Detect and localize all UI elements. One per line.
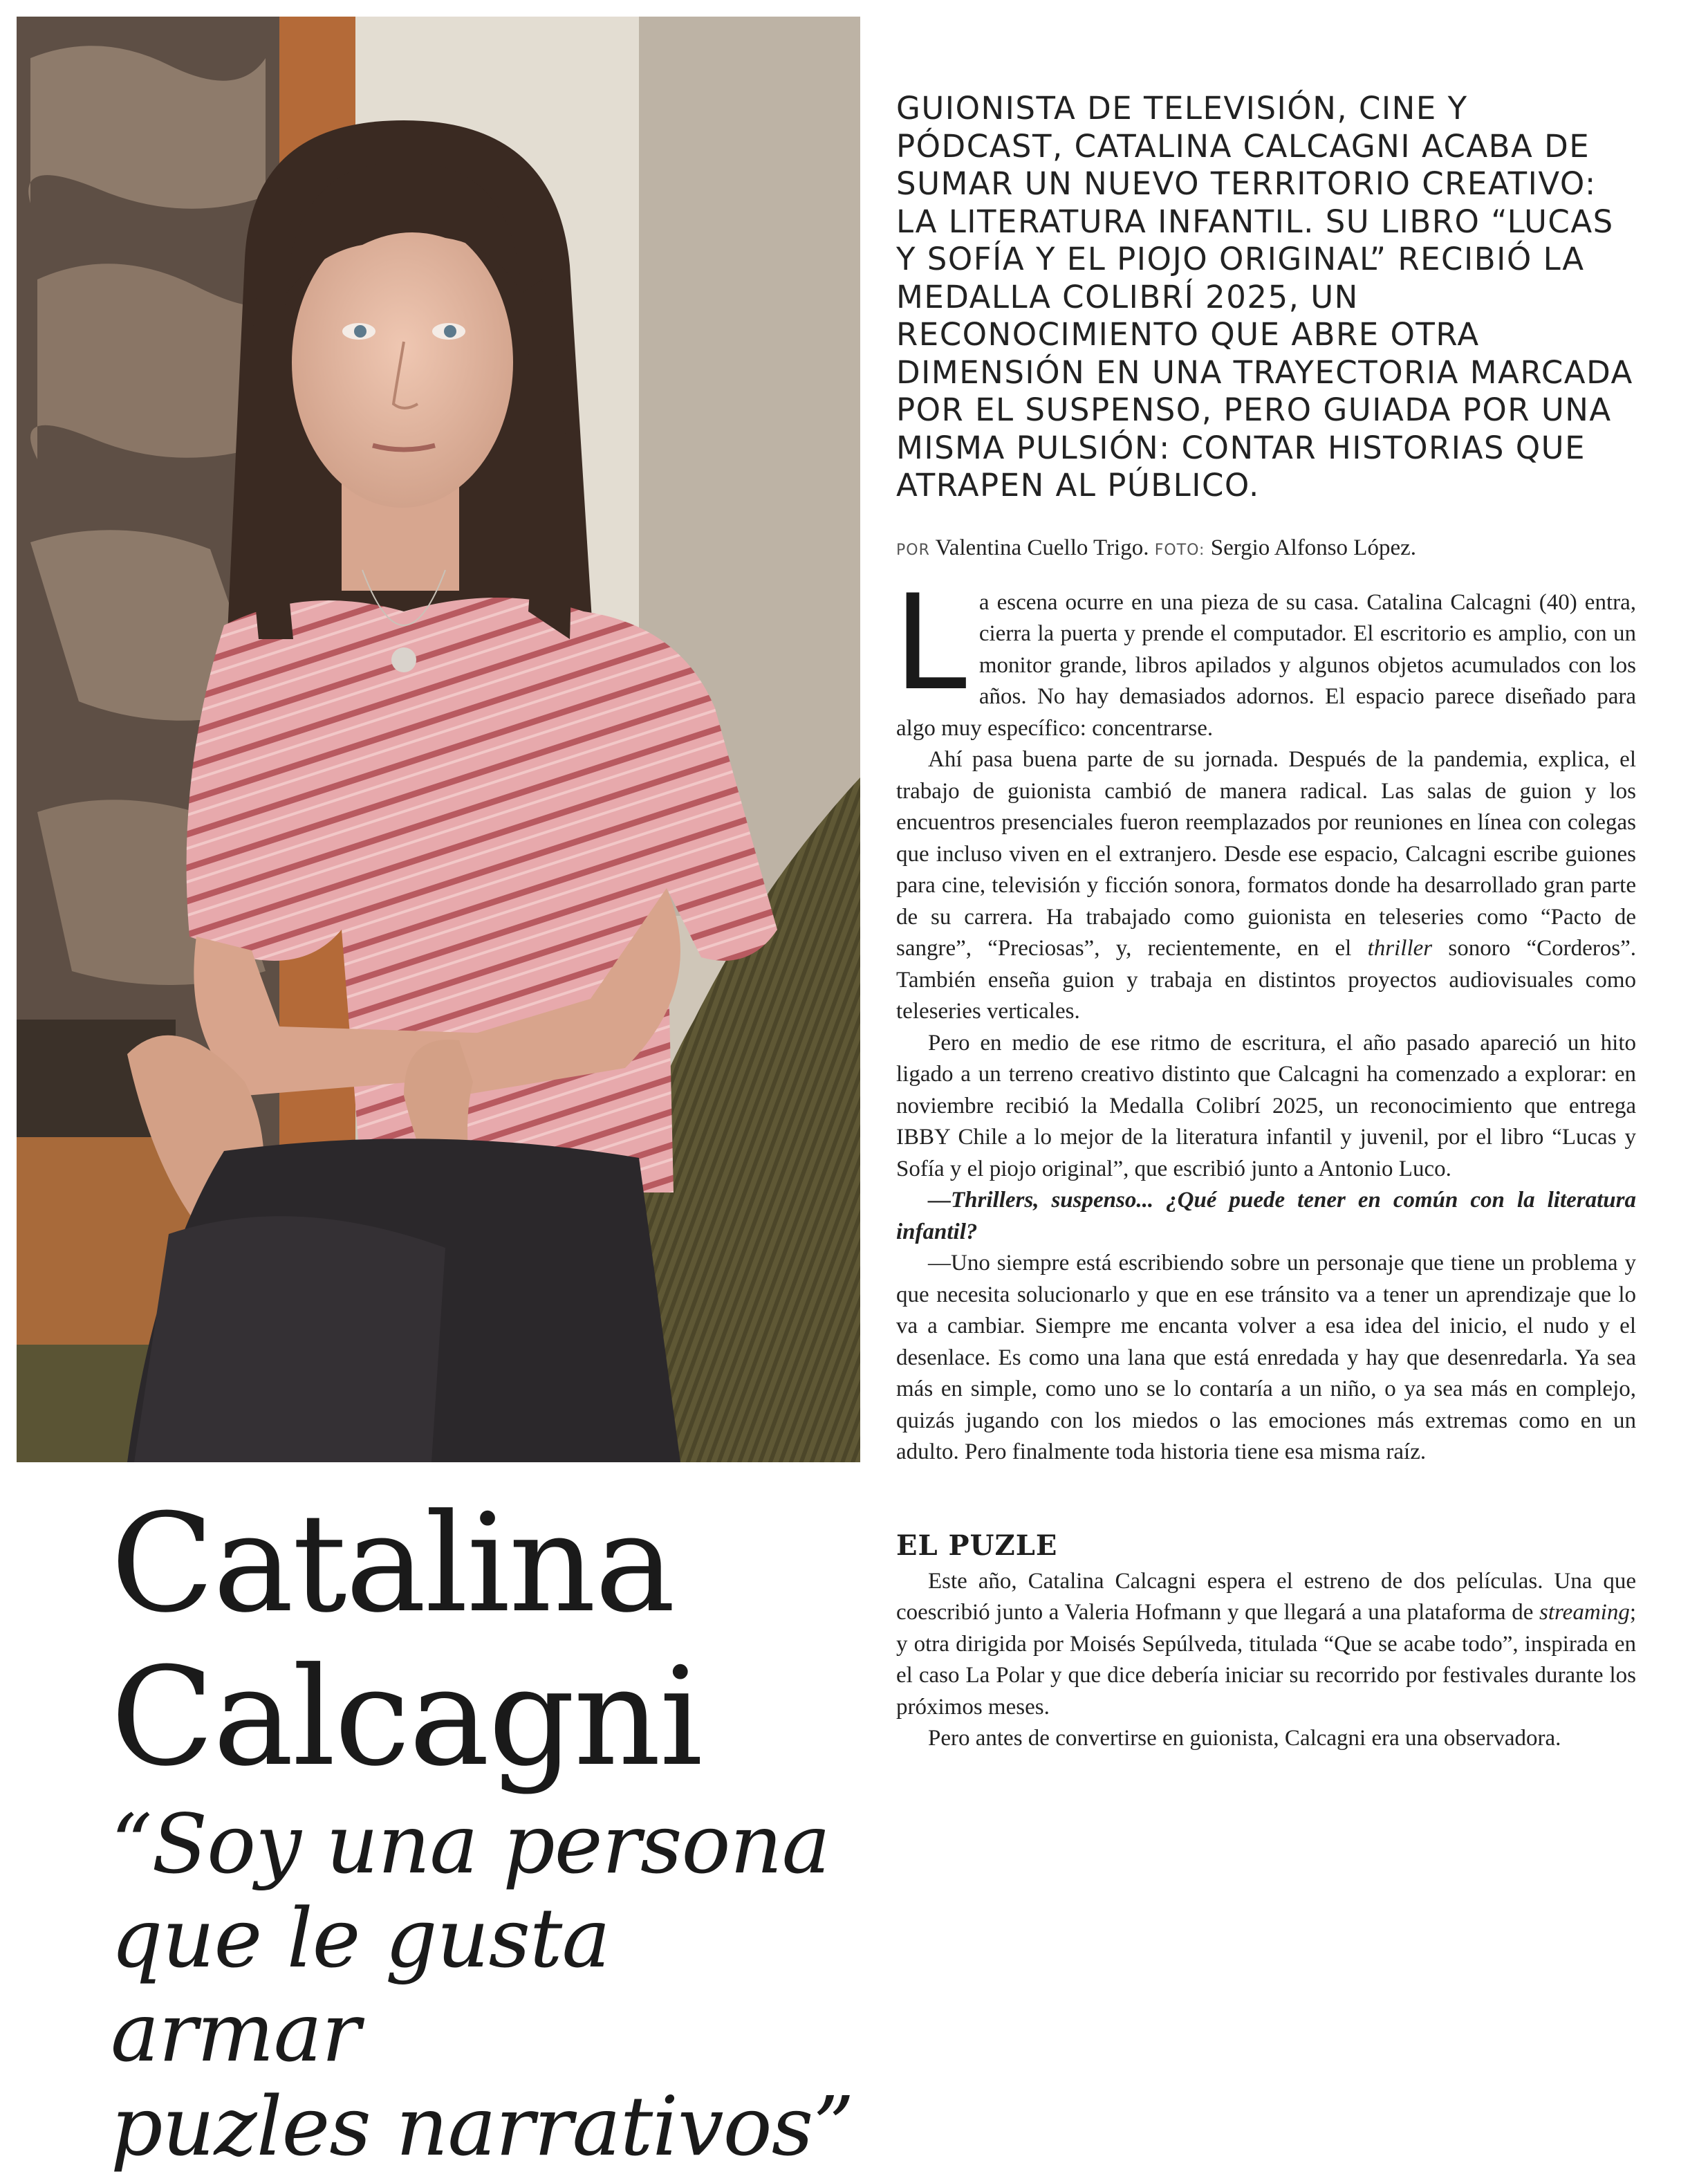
body-paragraph-3: Pero en medio de ese ritmo de escritura, el año pasado apareció un hito ligado a un terreno creativo distinto que Calcagni ha comenzado a explorar: en noviembre recibió la Medalla Colibrí 2025, un reconocimiento que entrega IBBY Chile a lo mejor de la literatura infantil y juvenil, por el libro “Lucas y Sofía y el piojo original”, que escribió junto a Antonio Luco. (896, 1030, 1636, 1181)
section-paragraph-2: Pero antes de convertirse en guionista, Calcagni era una observadora. (928, 1726, 1561, 1751)
byline-author: Valentina Cuello Trigo. (935, 535, 1149, 560)
section-body (896, 1566, 1636, 1755)
body-paragraph-1 (893, 566, 1636, 745)
section-paragraph-1 (896, 1566, 1636, 1724)
byline-por-label: POR (896, 541, 930, 559)
section-paragraph-1-end: ; y otra dirigida por Moisés Sepúlveda, titulada “Que se acabe todo”, inspirada en el caso La Polar y que dice debería iniciar su recorrido por festivales durante los próximos meses. (896, 1600, 1636, 1720)
drop-cap: L (893, 566, 967, 719)
body-paragraph-2 (896, 744, 1636, 1028)
headline-block (111, 1487, 857, 2173)
quote-line-3: puzles narrativos” (111, 2079, 854, 2174)
quote-line-2: que le gusta armar (111, 1890, 610, 2080)
byline-photographer: Sergio Alfonso López. (1210, 535, 1417, 560)
interview-question: —Thrillers, suspenso... ¿Qué puede tener en común con la literatura infantil? (896, 1188, 1636, 1244)
section-paragraph-1-italic: streaming (1539, 1600, 1630, 1625)
byline-foto-label: FOTO: (1154, 541, 1205, 559)
article-column (893, 90, 1637, 1755)
name-line-1: Catalina (111, 1485, 674, 1643)
quote-line-1: “Soy una persona (111, 1796, 830, 1892)
body-paragraph-1-text: a escena ocurre en una pieza de su casa. Catalina Calcagni (40) entra, cierra la puerta y prende el computador. El escritorio es amplio, con un monitor grande, libros apilados y algunos objetos acumulados con los años. No hay demasiados adornos. El espacio parece diseñado para algo muy específico: concentrarse. (896, 589, 1636, 741)
interview-answer: —Uno siempre está escribiendo sobre un personaje que tiene un problema y que necesita solucionarlo y que en ese tránsito va a tener un aprendizaje que lo va a cambiar. Siempre me encanta volver a esa idea del inicio, el nudo y el desenlace. Es como una lana que está enredada y hay que desenredarla. Ya sea más en simple, como uno se lo contaría a un niño, o ya sea más en complejo, quizás jugando con los miedos o las emociones más extremas como en un adulto. Pero finalmente toda historia tiene esa misma raíz. (896, 1251, 1636, 1464)
byline (896, 535, 1636, 561)
portrait-photo (17, 17, 860, 1462)
lead-paragraph: GUIONISTA DE TELEVISIÓN, CINE Y PÓDCAST, CATALINA CALCAGNI ACABA DE SUMAR UN NUEVO TERRITORIO CREATIVO: LA LITERATURA INFANTIL. SU LIBRO “LUCAS Y SOFÍA Y EL PIOJO ORIGINAL” RECIBIÓ LA MEDALLA COLIBRÍ 2025, UN RECONOCIMIENTO QUE ABRE OTRA DIMENSIÓN EN UNA TRAYECTORIA MARCADA POR EL SUSPENSO, PERO GUIADA POR UNA MISMA PULSIÓN: CONTAR HISTORIAS QUE ATRAPEN AL PÚBLICO. (896, 90, 1633, 504)
subject-name (111, 1487, 857, 1794)
body-paragraph-2-text: Ahí pasa buena parte de su jornada. Después de la pandemia, explica, el trabajo de guionista cambió de manera radical. Las salas de guion y los encuentros presenciales fueron reemplazados por reuniones en línea con colegas que incluso viven en el extranjero. Desde ese espacio, Calcagni escribe guiones para cine, televisión y ficción sonora, formatos donde ha desarrollado gran parte de su carrera. Ha trabajado como guionista en teleseries como “Pacto de sangre”, “Preciosas”, y, recientemente, en el (896, 747, 1636, 961)
article-body (893, 566, 1637, 1468)
body-paragraph-2-italic: thriller (1367, 936, 1433, 961)
pull-quote (111, 1797, 857, 2173)
section-paragraph-1-text: Este año, Catalina Calcagni espera el estreno de dos películas. Una que coescribió junto a Valeria Hofmann y que llegará a una plataforma de (896, 1568, 1636, 1625)
section-heading: EL PUZLE (896, 1529, 1058, 1562)
name-line-2: Calcagni (111, 1639, 702, 1796)
portrait-illustration (17, 17, 860, 1462)
body-paragraph-2-end: sonoro “Corderos”. También enseña guion y trabaja en distintos proyectos audiovisuales como teleseries verticales. (896, 936, 1637, 1024)
